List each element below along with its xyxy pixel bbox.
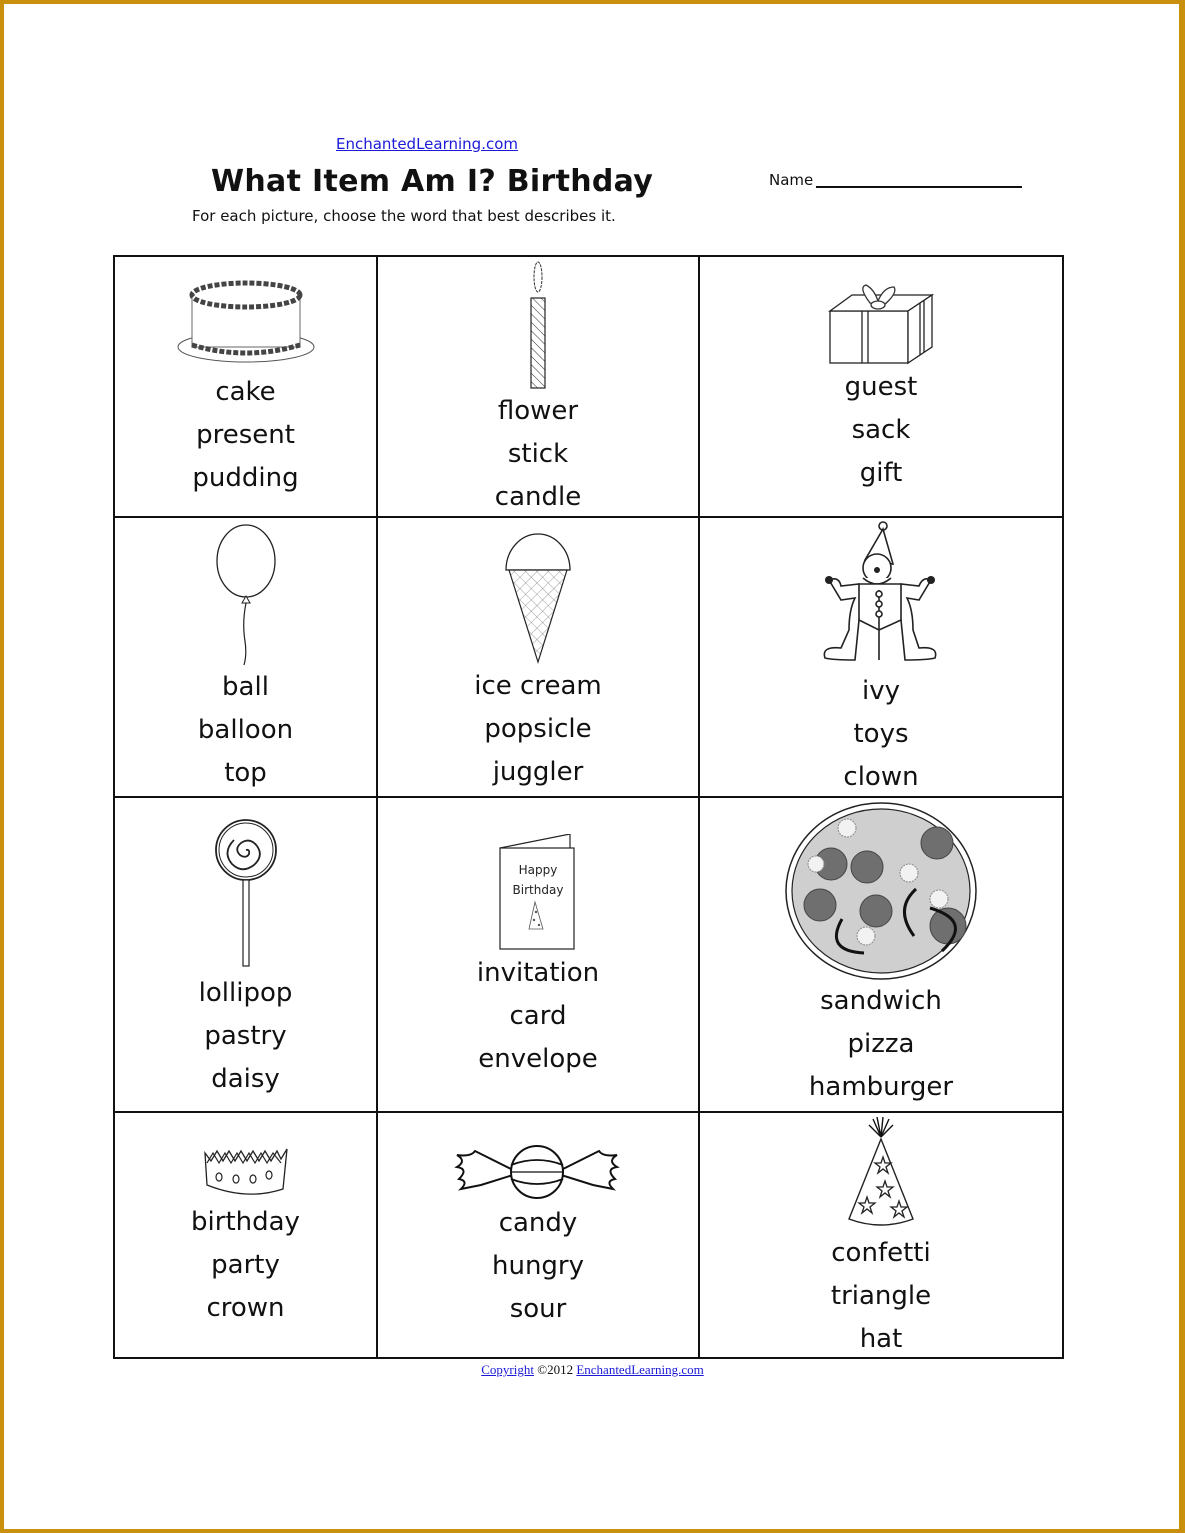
grid-cell-lollipop: [114, 797, 377, 1112]
word-choice[interactable]: juggler: [492, 757, 584, 787]
grid-cell-pizza: [699, 797, 1063, 1112]
word-choices: [378, 1202, 698, 1331]
copyright-year: ©2012: [533, 1362, 577, 1377]
clown-icon: [700, 520, 1062, 670]
word-choices: [700, 670, 1062, 799]
word-choice[interactable]: hungry: [491, 1251, 584, 1281]
word-choice[interactable]: flower: [497, 396, 579, 426]
word-choice[interactable]: ball: [222, 672, 269, 702]
page-title: What Item Am I? Birthday: [211, 164, 654, 199]
word-choice[interactable]: crown: [206, 1293, 285, 1323]
grid-cell-candy: [377, 1112, 699, 1358]
word-choice[interactable]: daisy: [211, 1064, 280, 1094]
cake-icon: [115, 279, 376, 365]
word-choice[interactable]: sack: [851, 415, 911, 445]
word-choice[interactable]: pastry: [204, 1021, 287, 1051]
word-choices: [115, 371, 376, 500]
gift-icon: [700, 283, 1062, 367]
word-choice[interactable]: top: [224, 758, 267, 788]
grid-cell-gift: [699, 256, 1063, 517]
grid-cell-card: [377, 797, 699, 1112]
crown-icon: [115, 1145, 376, 1199]
card-icon: [378, 834, 698, 954]
word-choices: [378, 665, 698, 794]
word-choice[interactable]: candle: [494, 482, 582, 512]
word-choices: [115, 972, 376, 1101]
word-choice[interactable]: sandwich: [820, 986, 942, 1016]
word-choices: [378, 952, 698, 1081]
footer-site-link[interactable]: EnchantedLearning.com: [576, 1362, 704, 1377]
word-choice[interactable]: party: [211, 1250, 280, 1280]
grid-cell-cake: [114, 256, 377, 517]
word-choice[interactable]: triangle: [830, 1281, 932, 1311]
instructions: For each picture, choose the word that best describes it.: [192, 207, 616, 225]
word-choices: [700, 980, 1062, 1109]
word-choice[interactable]: balloon: [197, 715, 294, 745]
grid-cell-clown: [699, 517, 1063, 797]
word-choice[interactable]: present: [196, 420, 295, 450]
word-choice[interactable]: popsicle: [484, 714, 592, 744]
ice-cream-icon: [378, 526, 698, 666]
grid-cell-crown: [114, 1112, 377, 1358]
grid-cell-party-hat: [699, 1112, 1063, 1358]
word-choices: [115, 666, 376, 795]
grid-cell-ice-cream: [377, 517, 699, 797]
word-choice[interactable]: stick: [507, 439, 569, 469]
name-field-line[interactable]: [816, 186, 1022, 188]
grid-cell-balloon: [114, 517, 377, 797]
word-choice[interactable]: clown: [843, 762, 919, 792]
footer: [0, 1362, 1185, 1378]
candy-icon: [378, 1145, 698, 1199]
word-choice[interactable]: pizza: [847, 1029, 915, 1059]
pizza-icon: [700, 801, 1062, 981]
card-text: Birthday: [512, 883, 564, 897]
word-choice[interactable]: toys: [853, 719, 909, 749]
word-choices: [378, 390, 698, 519]
party-hat-icon: [700, 1115, 1062, 1231]
word-choice[interactable]: gift: [859, 458, 903, 488]
word-choice[interactable]: ice cream: [474, 671, 602, 701]
word-choice[interactable]: sour: [509, 1294, 567, 1324]
copyright-link[interactable]: Copyright: [481, 1362, 534, 1377]
word-choice[interactable]: hat: [859, 1324, 903, 1354]
word-choices: [700, 366, 1062, 495]
candle-icon: [378, 260, 698, 390]
word-choice[interactable]: envelope: [478, 1044, 598, 1074]
word-choice[interactable]: hamburger: [808, 1072, 954, 1102]
grid-cell-candle: [377, 256, 699, 517]
word-choice[interactable]: candy: [498, 1208, 578, 1238]
word-choices: [700, 1232, 1062, 1361]
word-choice[interactable]: confetti: [831, 1238, 931, 1268]
word-choice[interactable]: guest: [844, 372, 918, 402]
word-choice[interactable]: cake: [215, 377, 276, 407]
name-label: Name: [769, 171, 814, 189]
word-choice[interactable]: birthday: [191, 1207, 300, 1237]
balloon-icon: [115, 523, 376, 668]
card-text: Happy: [518, 863, 558, 877]
word-choice[interactable]: card: [509, 1001, 567, 1031]
word-choice[interactable]: invitation: [476, 958, 600, 988]
word-choice[interactable]: ivy: [862, 676, 900, 706]
picture-grid: [113, 255, 1064, 1359]
enchanted-learning-link[interactable]: EnchantedLearning.com: [336, 135, 518, 153]
word-choice[interactable]: lollipop: [198, 978, 293, 1008]
lollipop-icon: [115, 816, 376, 968]
word-choices: [115, 1201, 376, 1330]
word-choice[interactable]: pudding: [192, 463, 299, 493]
